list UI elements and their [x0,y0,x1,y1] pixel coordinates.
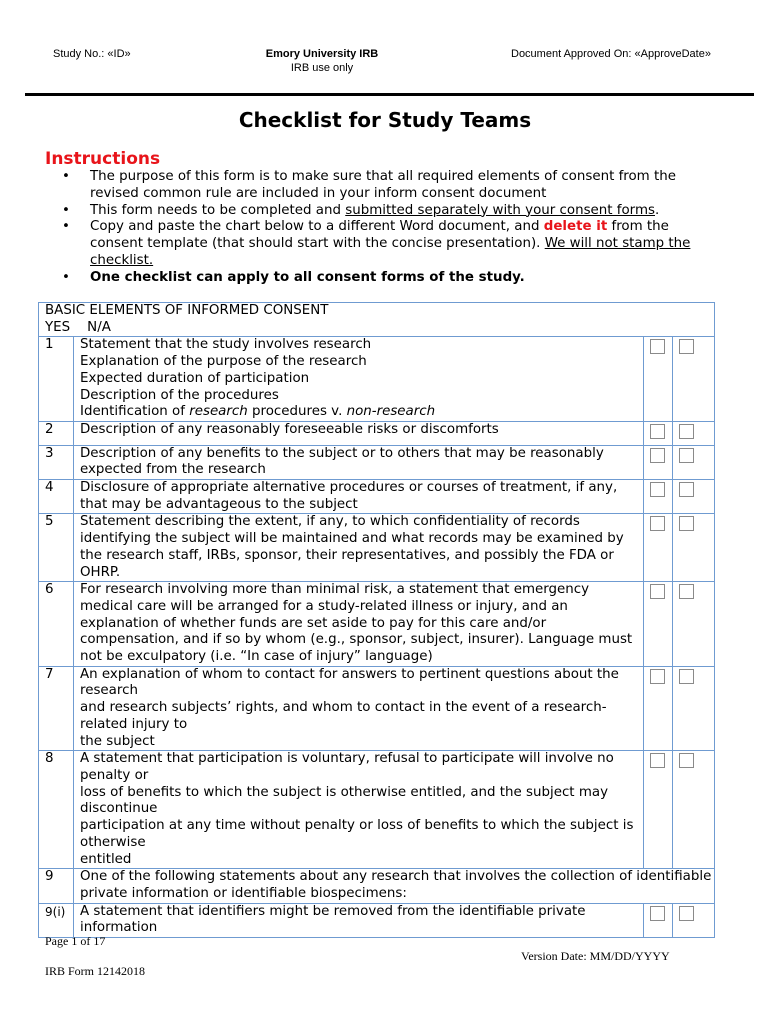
instruction-item [62,270,722,287]
bullet-icon: • [62,269,70,285]
na-checkbox[interactable] [679,669,694,684]
instruction-text: . [654,202,660,218]
instruction-emphasis: delete it [543,219,608,235]
na-cell [673,666,715,751]
na-cell [673,582,715,667]
col-yes-label: YES [45,319,71,335]
row-number: 6 [39,582,74,667]
row-line: Statement that the study involves research [80,337,372,353]
row-number: 1 [39,337,74,422]
row-text [74,751,644,869]
instruction-underline: We will not stamp the checklist. [90,236,691,268]
row-text: Description of any reasonably foreseeable risks or discomforts [74,421,644,445]
header-org-sub: IRB use only [290,62,354,74]
yes-checkbox[interactable] [650,753,665,768]
yes-checkbox[interactable] [650,669,665,684]
row-text: Disclosure of appropriate alternative procedures or courses of treatment, if any, that may be advantageous to the subject [74,480,644,514]
na-cell [673,337,715,422]
instructions-heading: Instructions [45,149,161,169]
yes-cell [644,903,673,937]
na-cell [673,903,715,937]
footer-form-id: IRB Form 12142018 [45,964,146,978]
row-number: 7 [39,666,74,751]
instruction-item [62,169,722,203]
instruction-item [62,219,722,269]
row-line: participation at any time without penalty or loss of benefits to which the subject is otherwise [80,818,634,850]
row-line: A statement that participation is voluntary, refusal to participate will involve no penalty or [80,751,614,783]
na-cell [673,421,715,445]
table-header-cell [39,303,715,337]
table-row [39,445,715,479]
instructions-list [62,169,722,287]
instruction-text: from the consent template (that should start with the concise presentation). [90,219,669,252]
na-checkbox[interactable] [679,584,694,599]
header-approved-date: Document Approved On: «ApproveDate» [511,48,711,60]
instruction-text: One checklist can apply to all consent forms of the study. [90,269,525,285]
instruction-text: Copy and paste the chart below to a different Word document, and [90,219,544,235]
table-row [39,751,715,869]
table-row [39,480,715,514]
row-line: loss of benefits to which the subject is otherwise entitled, and the subject may discontinue [80,784,608,817]
row-number: 9 [39,869,74,903]
table-row [39,903,715,937]
na-checkbox[interactable] [679,448,694,463]
row-number: 5 [39,514,74,582]
yes-checkbox[interactable] [650,448,665,463]
bullet-icon: • [62,219,70,235]
yes-checkbox[interactable] [650,516,665,531]
row-line: and research subjects’ rights, and whom to contact in the event of a research-related injury to [80,700,607,732]
row-line: Explanation of the purpose of the research [80,354,367,370]
header-org-name: Emory University IRB [265,48,379,60]
table-header-row [39,303,715,337]
na-checkbox[interactable] [679,516,694,531]
row-number: 2 [39,421,74,445]
instruction-text: The purpose of this form is to make sure that all required elements of consent from the revised common rule are included in your inform consent document [90,169,676,201]
row-text: For research involving more than minimal risk, a statement that emergency medical care will be arranged for a study-related illness or injury, and an explanation of whether funds are set aside to pay for this care and/or compensation, and if so by whom (e.g., sponsor, subject, insurer). Language must not be exculpatory (i.e. “In case of injury” language) [74,582,644,667]
header-org [222,47,422,75]
header-divider [25,93,754,96]
na-cell [673,514,715,582]
na-cell [673,445,715,479]
row-text-italic: non-research [346,404,436,420]
yes-cell [644,480,673,514]
instruction-text: This form needs to be completed and [90,202,346,218]
row-line: Description of the procedures [80,387,279,403]
column-labels [45,320,714,337]
yes-cell [644,337,673,422]
col-na-label: N/A [87,319,111,335]
row-text [74,337,644,422]
section-title: BASIC ELEMENTS OF INFORMED CONSENT [45,303,329,318]
page-title: Checklist for Study Teams [238,108,532,132]
yes-cell [644,666,673,751]
yes-checkbox[interactable] [650,906,665,921]
row-number: 8 [39,751,74,869]
row-line: entitled [80,851,132,867]
bullet-icon: • [62,202,70,218]
row-text: Description of any benefits to the subject or to others that may be reasonably expected from the research [74,445,644,479]
na-checkbox[interactable] [679,339,694,354]
yes-cell [644,421,673,445]
yes-checkbox[interactable] [650,339,665,354]
row-line: Expected duration of participation [80,370,310,386]
yes-cell [644,445,673,479]
yes-cell [644,582,673,667]
instruction-item [62,203,722,220]
table-row [39,582,715,667]
na-cell [673,480,715,514]
yes-cell [644,751,673,869]
na-checkbox[interactable] [679,482,694,497]
row-text-part: procedures v. [247,404,347,420]
table-row [39,514,715,582]
row-line: An explanation of whom to contact for answers to pertinent questions about the research [80,666,619,699]
row-text-part: Identification of [80,404,190,420]
na-cell [673,751,715,869]
footer-version-date: Version Date: MM/DD/YYYY [521,949,670,963]
bullet-icon: • [62,169,70,184]
row-number: 9(i) [39,903,74,937]
header-study-no: Study No.: «ID» [53,48,131,60]
table-row [39,421,715,445]
row-text [74,666,644,751]
row-line [80,404,643,421]
footer-page-number: Page 1 of 17 [45,934,106,948]
yes-checkbox[interactable] [650,424,665,439]
na-checkbox[interactable] [679,753,694,768]
row-text: One of the following statements about any research that involves the collection of identifiable private information or identifiable biospecimens: [74,869,715,903]
table-row [39,337,715,422]
row-text-italic: research [189,404,248,420]
row-text: A statement that identifiers might be removed from the identifiable private information [74,903,644,937]
table-row [39,869,715,903]
instruction-underline: submitted separately with your consent forms [345,202,655,218]
row-line: the subject [80,733,155,749]
yes-checkbox[interactable] [650,482,665,497]
row-text: Statement describing the extent, if any, to which confidentiality of records identifying the subject will be maintained and what records may be examined by the research staff, IRBs, sponsor, their representatives, and possibly the FDA or OHRP. [74,514,644,582]
yes-cell [644,514,673,582]
consent-checklist-table [38,302,715,938]
na-checkbox[interactable] [679,906,694,921]
yes-checkbox[interactable] [650,584,665,599]
row-number: 3 [39,445,74,479]
row-number: 4 [39,480,74,514]
table-row [39,666,715,751]
na-checkbox[interactable] [679,424,694,439]
